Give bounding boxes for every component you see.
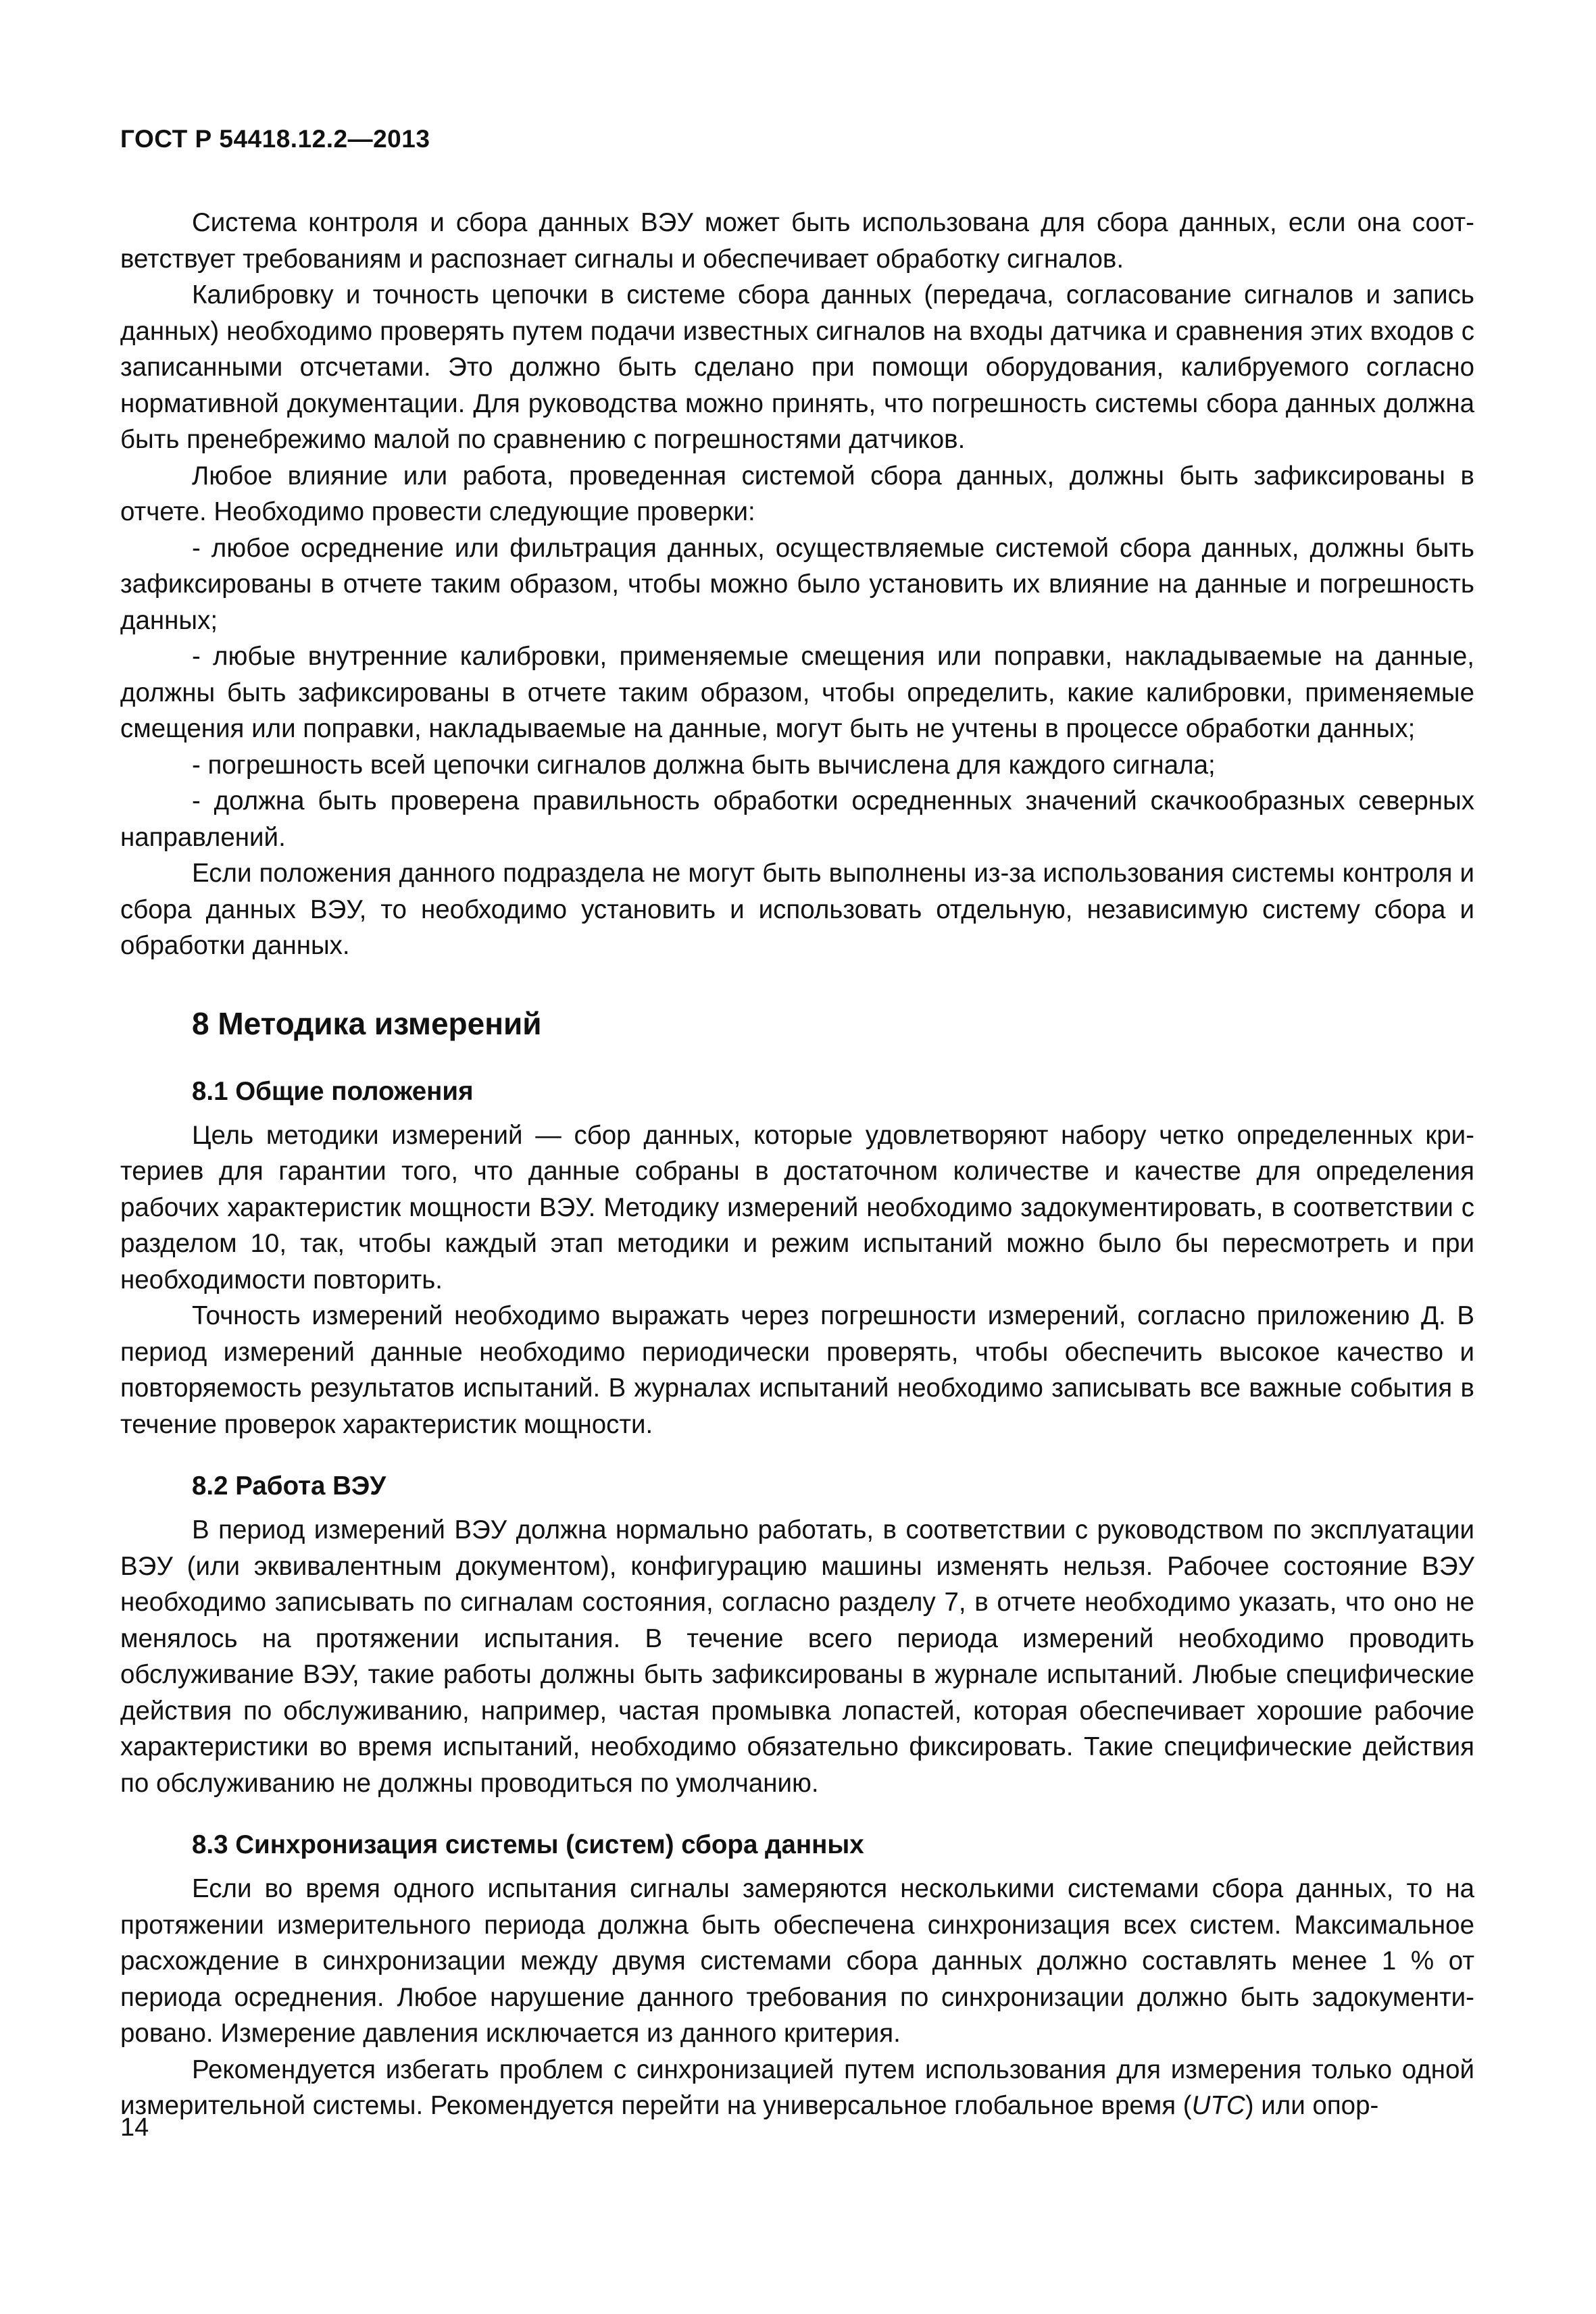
- list-item: - погрешность всей цепочки сигналов должна быть вычислена для каждого сигнала;: [192, 750, 1216, 780]
- paragraph: [120, 2052, 1474, 2124]
- list-item: - любые внутренние калибровки, применяемые смещения или поправки, накладываемые на данные, должны быть зафиксированы в отчете таким образом, чтобы определить, какие калибровки, применяемые смещения или поправки, накладываемые на данные, могут быть не учтены в процессе обработки данных;: [120, 642, 1474, 743]
- paragraph: Калибровку и точность цепочки в системе сбора данных (передача, согласование сигналов и запись данных) необходимо проверять путем подачи известных сигналов на входы датчика и сравнения этих входов с записанными отсчетами. Это должно быть сделано при помощи оборудования, калибруемого согласно нормативной документации. Для руководства можно принять, что погрешность системы сбора данных должна быть пренебрежимо малой по сравнению с погрешностями датчиков.: [120, 280, 1474, 454]
- paragraph: Если положения данного подраздела не могут быть выполнены из-за использования системы контроля и сбора данных ВЭУ, то необходимо установить и использовать отдельную, независимую систему сбора и обработки данных.: [120, 859, 1474, 960]
- paragraph: Цель методики измерений — сбор данных, которые удовлетворяют набору четко определенных критериев для гарантии того, что данные собраны в достаточном количестве и качестве для определения рабочих характеристик мощности ВЭУ. Методику измерений необходимо задокументировать, в соответствии с разделом 10, так, чтобы каждый этап методики и режим испытаний можно было бы пересмотреть и при необходимости повторить.: [120, 1120, 1474, 1294]
- paragraph-text: Рекомендуется избегать проблем с синхронизацией путем использования для измерения только одной измерительной системы. Рекомендуется перейти на универсальное глобальное время (: [120, 2055, 1474, 2120]
- utc-term: UTC: [1191, 2091, 1245, 2120]
- paragraph: Система контроля и сбора данных ВЭУ может быть использована для сбора данных, если она соответствует требованиям и распознает сигналы и обеспечивает обработку сигналов.: [120, 208, 1474, 274]
- paragraph: Точность измерений необходимо выражать через погрешности измерений, согласно приложению Д. В период измерений данные необходимо периодически проверять, чтобы обеспечить высокое качество и повторяемость результатов испытаний. В журналах испытаний необходимо записывать все важные события в течение проверок характеристик мощности.: [120, 1301, 1474, 1439]
- paragraph-text: ) или опор-: [1245, 2091, 1379, 2120]
- page-content: [120, 205, 1474, 2124]
- paragraph: Любое влияние или работа, проведенная системой сбора данных, должны быть зафиксированы в отчете. Необходимо провести следующие проверки:: [120, 461, 1474, 526]
- paragraph: Если во время одного испытания сигналы замеряются несколькими системами сбора данных, то на протяжении измерительного периода должна быть обеспечена синхронизация всех систем. Максимальное расхождение в синхронизации между двумя системами сбора данных должно составлять менее 1 % от периода осреднения. Любое нарушение данного требования по синхронизации должно быть задокументировано. Измерение давления исключается из данного критерия.: [120, 1874, 1474, 2048]
- paragraph: В период измерений ВЭУ должна нормально работать, в соответствии с руководством по эксплуатации ВЭУ (или эквивалентным документом), конфигурацию машины изменять нельзя. Рабочее состояние ВЭУ необходимо записывать по сигналам состояния, согласно разделу 7, в отчете необходимо указать, что оно не менялось на протяжении испытания. В течение всего периода измерений необходимо проводить обслуживание ВЭУ, такие работы должны быть зафиксированы в журнале испытаний. Любые специфические действия по обслуживанию, например, частая промывка лопастей, которая обеспечивает хорошие рабочие характеристики во время испытаний, необходимо обязательно фиксировать. Такие специфические действия по обслуживанию не должны проводиться по умолчанию.: [120, 1515, 1474, 1798]
- standard-header: ГОСТ Р 54418.12.2—2013: [120, 125, 430, 153]
- section-title: 8 Методика измерений: [192, 1005, 542, 1041]
- page-number: 14: [120, 2113, 149, 2142]
- subsection-title: 8.3 Синхронизация системы (систем) сбора данных: [192, 1830, 864, 1859]
- subsection-title: 8.2 Работа ВЭУ: [192, 1472, 386, 1501]
- list-item: - должна быть проверена правильность обработки осредненных значений скачкообразных северных направлений.: [120, 786, 1474, 852]
- list-item: - любое осреднение или фильтрация данных, осуществляемые системой сбора данных, должны быть зафиксированы в отчете таким образом, чтобы можно было установить их влияние на данные и погрешность данных;: [120, 533, 1474, 635]
- subsection-title: 8.1 Общие положения: [192, 1076, 474, 1106]
